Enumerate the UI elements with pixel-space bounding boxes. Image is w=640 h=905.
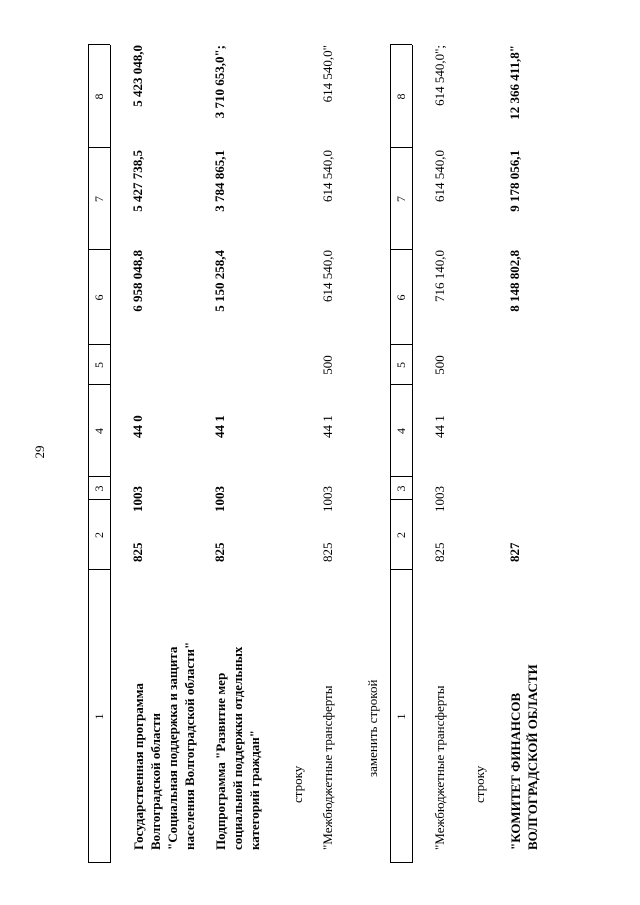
table-row-name: "Межбюджетные трансферты — [320, 685, 335, 850]
table-cell: 44 1 — [212, 415, 227, 438]
table-cell: 1003 — [130, 486, 145, 512]
table-cell: 12 366 411,8" — [507, 45, 522, 120]
table-cell: 8 148 802,8 — [507, 250, 522, 312]
table1-header-cell: 6 — [92, 294, 106, 301]
table1-header-bottom — [110, 45, 111, 863]
table1-header-cell: 5 — [92, 362, 106, 368]
table-cell: 1003 — [212, 486, 227, 512]
table2-header-cell: 2 — [394, 532, 408, 538]
table1-header-cell: 4 — [92, 428, 106, 434]
table-row-name: "КОМИТЕТ ФИНАНСОВ ВОЛГОГРАДСКОЙ ОБЛАСТИ — [508, 664, 540, 850]
table-cell: 500 — [432, 355, 447, 375]
table2-header-cell: 5 — [394, 362, 408, 368]
table2-header-cell: 7 — [394, 196, 408, 202]
table-row-name: Подпрограмма "Развитие мер социальной поддержки отдельных категорий граждан" — [213, 646, 262, 850]
table1-header-cell: 8 — [92, 93, 106, 100]
table-cell: 614 540,0 — [320, 250, 335, 302]
table-cell: 44 1 — [320, 415, 335, 438]
table-cell: 614 540,0 — [320, 150, 335, 202]
table-cell: 3 784 865,1 — [212, 150, 227, 212]
table2-header-bottom — [412, 45, 413, 863]
table2-header-top — [390, 45, 391, 863]
table-cell: 825 — [432, 542, 447, 562]
table-row-name: Государственная программа Волгоградской области "Социальная поддержка и защита населения Волгоградской области" — [131, 641, 197, 850]
table-cell: 827 — [507, 542, 522, 562]
table-cell: 44 0 — [130, 415, 145, 438]
table1-header-top — [88, 45, 89, 863]
table-cell: 5 150 258,4 — [212, 250, 227, 312]
table2-header-cell: 3 — [394, 485, 408, 492]
table1-header-cell: 2 — [92, 532, 106, 538]
table-cell: 716 140,0 — [432, 250, 447, 302]
table-cell: 825 — [320, 542, 335, 562]
table-cell: 614 540,0" — [320, 45, 335, 103]
table-cell: 500 — [320, 355, 335, 375]
table-row-name: "Межбюджетные трансферты — [432, 685, 447, 850]
table1-header-cell: 1 — [92, 713, 106, 720]
table-cell: 9 178 056,1 — [507, 150, 522, 212]
table-cell: 614 540,0"; — [432, 45, 447, 106]
table-cell: 6 958 048,8 — [130, 250, 145, 312]
table-cell: 825 — [212, 542, 227, 562]
table2-header-cell: 8 — [394, 93, 408, 100]
instruction-text: строку — [290, 765, 305, 803]
instruction-text: заменить строкой — [365, 679, 380, 777]
table-cell: 1003 — [320, 486, 335, 512]
table1-header-cell: 3 — [92, 485, 106, 492]
table2-header-cell: 1 — [394, 713, 408, 720]
table2-header-cell: 4 — [394, 428, 408, 434]
table1-header-cell: 7 — [92, 196, 106, 202]
table-cell: 3 710 653,0"; — [212, 45, 227, 119]
table-cell: 5 423 048,0 — [130, 45, 145, 107]
table-cell: 614 540,0 — [432, 150, 447, 202]
table-cell: 5 427 738,5 — [130, 150, 145, 212]
table2-header-cell: 6 — [394, 294, 408, 301]
instruction-text: строку — [472, 765, 487, 803]
table-cell: 825 — [130, 542, 145, 562]
table-cell: 44 1 — [432, 415, 447, 438]
table-cell: 1003 — [432, 486, 447, 512]
